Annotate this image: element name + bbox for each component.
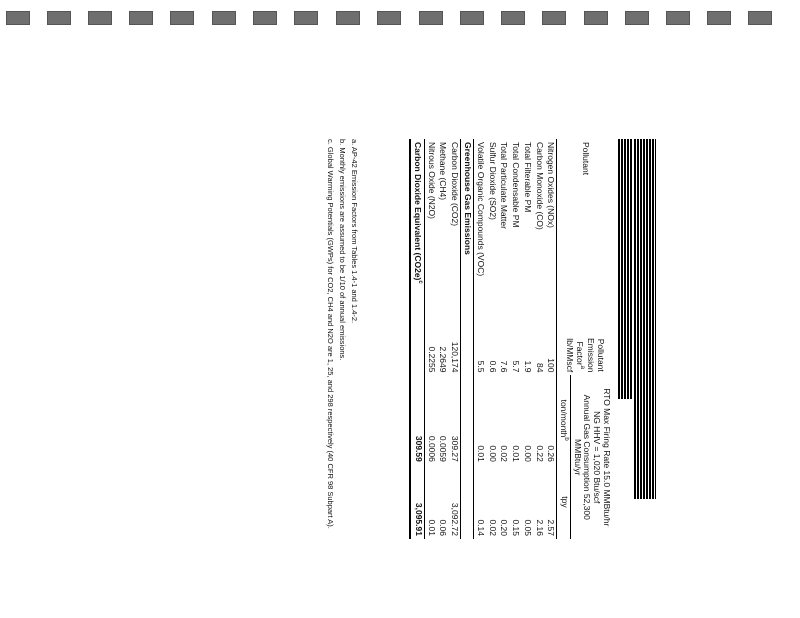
pollutant-name: Sulfur Dioxide (SO2) xyxy=(487,142,498,220)
punch-hole xyxy=(707,11,731,25)
criteria-rows xyxy=(410,139,557,539)
punch-hole xyxy=(584,11,608,25)
tpy-value: 0.05 xyxy=(522,519,533,536)
pollutant-name: Total Condensable PM xyxy=(511,142,522,228)
tpy-value: 2.57 xyxy=(546,519,557,536)
punch-hole xyxy=(294,11,318,25)
pollutant-name: Carbon Monoxide (CO) xyxy=(534,142,545,230)
table-row xyxy=(509,139,521,539)
ton-month-value: 0.02 xyxy=(499,445,510,462)
table-row xyxy=(533,139,545,539)
punch-hole xyxy=(6,11,30,25)
pollutant-name: Total Particulate Matter xyxy=(499,142,510,229)
emission-factor: 0.2255 xyxy=(426,346,437,373)
pollutant-name: Methane (CH4) xyxy=(438,142,449,201)
redacted-title xyxy=(634,139,656,499)
punch-hole xyxy=(666,11,690,25)
ton-month-value: 309.27 xyxy=(450,435,461,462)
header-pollutant: Pollutant xyxy=(557,139,612,335)
emission-factor: 100 xyxy=(546,358,557,373)
tpy-value: 0.01 xyxy=(426,519,437,536)
emission-factor: 5.5 xyxy=(475,360,486,373)
ton-month-value: 309.59 xyxy=(410,375,424,464)
ton-month-value: 0.22 xyxy=(534,445,545,462)
redacted-subtitle xyxy=(618,139,632,399)
header-factor-line2: Emission xyxy=(585,338,596,373)
footnote-marker: b xyxy=(562,437,569,441)
document-page xyxy=(180,125,680,545)
emission-factor: 5.7 xyxy=(511,360,522,373)
header-factor-text: Factor xyxy=(575,341,586,366)
header-ton-month-text: ton/month xyxy=(559,399,570,438)
footnote-b: b. Monthly emissions are assumed to be 1/10 of annual emissions. xyxy=(338,139,347,361)
header-emission-factor xyxy=(557,335,612,375)
emission-factor: 2.2649 xyxy=(438,346,449,373)
emission-factor: 0.6 xyxy=(487,360,498,373)
header-group-line3: Annual Gas Consumption 52,300 MMBtu/yr xyxy=(572,394,593,520)
ton-month-value: 0.26 xyxy=(546,445,557,462)
pollutant-name: Carbon Dioxide (CO2) xyxy=(450,142,461,227)
ton-month-value: 0.01 xyxy=(511,445,522,462)
header-tpy: tpy xyxy=(557,465,571,539)
punch-hole xyxy=(501,11,525,25)
co2e-label-text: Carbon Dioxide Equivalent (CO2e) xyxy=(413,142,424,281)
co2e-label xyxy=(410,139,424,335)
tpy-value: 0.20 xyxy=(499,519,510,536)
ton-month-value: 0.0059 xyxy=(438,435,449,462)
table-row xyxy=(424,139,436,539)
header-group-line2: NG HHV = 1,020 Btu/scf xyxy=(592,411,603,504)
punch-hole xyxy=(212,11,236,25)
emission-factor: 120,174 xyxy=(450,341,461,373)
binder-punch-strip xyxy=(6,11,796,27)
ton-month-value: 0.01 xyxy=(475,445,486,462)
tpy-value: 0.06 xyxy=(438,519,449,536)
punch-hole xyxy=(625,11,649,25)
header-factor-line3 xyxy=(575,338,586,372)
punch-hole xyxy=(419,11,443,25)
tpy-value: 3,092.72 xyxy=(450,502,461,536)
tpy-value: 2.16 xyxy=(534,519,545,536)
section-header-row xyxy=(461,139,474,539)
table-row xyxy=(486,139,498,539)
punch-hole xyxy=(47,11,71,25)
pollutant-name: Nitrous Oxide (N2O) xyxy=(426,142,437,219)
tpy-value: 3,095.91 xyxy=(410,465,424,539)
table-row xyxy=(448,139,460,539)
co2e-total-row xyxy=(410,139,424,539)
header-factor-line1: Pollutant xyxy=(595,338,606,372)
punch-hole xyxy=(88,11,112,25)
punch-hole xyxy=(377,11,401,25)
footnotes xyxy=(324,139,360,539)
ghg-section-label: Greenhouse Gas Emissions xyxy=(461,139,474,539)
emission-factor-empty xyxy=(410,335,424,375)
table-row xyxy=(473,139,485,539)
tpy-value: 0.15 xyxy=(511,519,522,536)
rotated-page xyxy=(180,125,680,545)
emission-factor: 1.9 xyxy=(522,360,533,373)
punch-hole xyxy=(336,11,360,25)
table-row xyxy=(437,139,449,539)
footnote-c: c. Global Warming Potentials (GWPs) for CO2, CH4 and N2O are 1, 25, and 298 respectively (40 CFR 98 Subpart A). xyxy=(326,139,335,529)
header-rto-group xyxy=(570,375,612,539)
footnote-marker: a xyxy=(579,365,586,369)
header-ton-month xyxy=(557,375,571,464)
ton-month-value: 0.00 xyxy=(487,445,498,462)
header-group-line1: RTO Max Firing Rate 15.0 MMBtu/hr xyxy=(602,388,612,527)
tpy-value: 0.14 xyxy=(475,519,486,536)
tpy-value: 0.02 xyxy=(487,519,498,536)
header-factor-unit: lb/MMscf xyxy=(565,338,576,373)
punch-hole xyxy=(748,11,772,25)
punch-hole xyxy=(460,11,484,25)
punch-hole xyxy=(170,11,194,25)
pollutant-name: Total Filterable PM xyxy=(522,142,533,213)
emissions-table xyxy=(409,139,612,539)
footnote-marker: c xyxy=(416,280,423,284)
pollutant-name: Nitrogen Oxides (NOx) xyxy=(546,142,557,228)
table-row xyxy=(498,139,510,539)
emission-factor: 7.6 xyxy=(499,360,510,373)
table-row xyxy=(545,139,557,539)
punch-hole xyxy=(542,11,566,25)
punch-hole xyxy=(129,11,153,25)
ton-month-value: 0.00 xyxy=(522,445,533,462)
table-row xyxy=(521,139,533,539)
pollutant-name: Volatile Organic Compounds (VOC) xyxy=(475,142,486,277)
ton-month-value: 0.0006 xyxy=(426,435,437,462)
footnote-a: a. AP-42 Emission Factors from Tables 1.4-1 and 1.4-2. xyxy=(350,139,359,324)
punch-hole xyxy=(253,11,277,25)
emission-factor: 84 xyxy=(534,363,545,373)
